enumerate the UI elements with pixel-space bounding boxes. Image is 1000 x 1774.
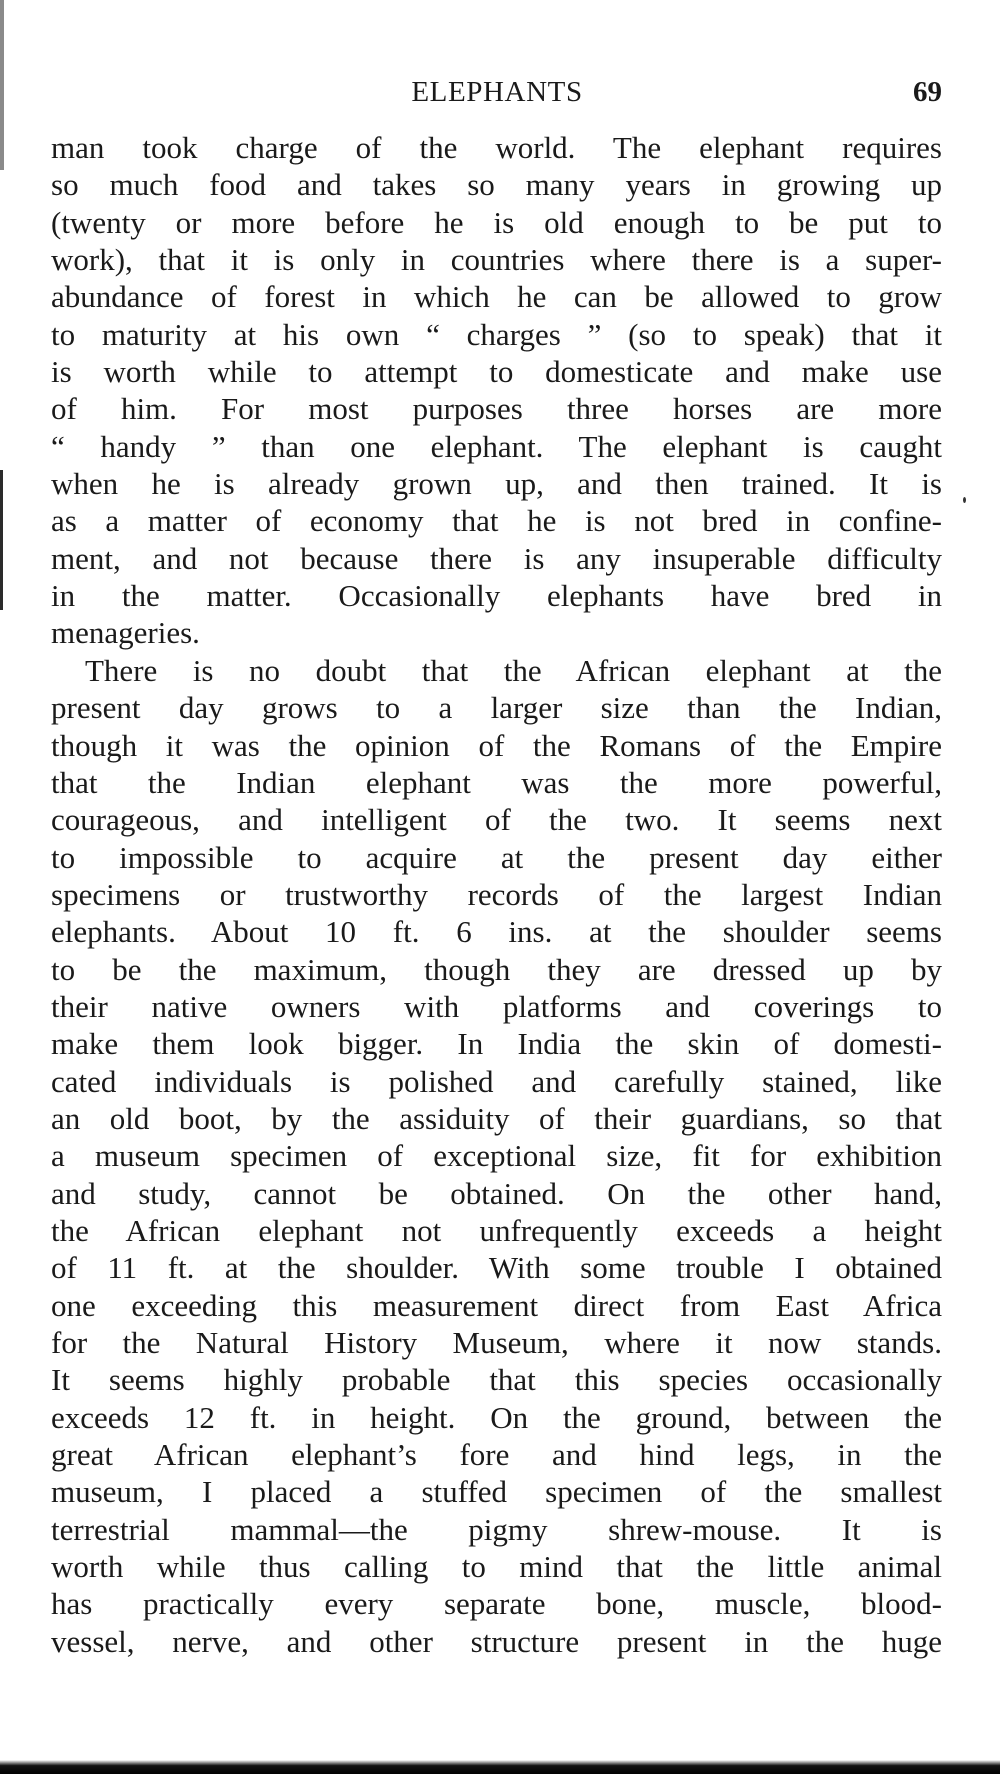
text-line: great African elephant’s fore and hind legs, in the [51,1437,942,1473]
text-line: of him. For most purposes three horses are more [51,391,942,427]
text-line: museum, I placed a stuffed specimen of the smallest [51,1474,942,1510]
running-head: ELEPHANTS [411,76,583,108]
text-line: courageous, and intelligent of the two. It seems next [51,802,942,838]
text-line: specimens or trustworthy records of the largest Indian [51,876,942,912]
text-line-paragraph-start: There is no doubt that the African elephant at the [85,652,942,688]
text-line: work), that it is only in countries where there is a super- [51,242,942,278]
text-line: their native owners with platforms and coverings to [51,988,942,1024]
text-line: one exceeding this measurement direct from East Africa [51,1287,942,1323]
text-line: make them look bigger. In India the skin of domesti- [51,1026,942,1062]
text-line: It seems highly probable that this species occasionally [51,1362,942,1398]
text-line: man took charge of the world. The elephant requires [51,130,942,165]
text-line: though it was the opinion of the Romans of the Empire [51,727,942,763]
text-line: to maturity at his own “ charges ” (so to speak) that it [51,316,942,352]
ink-speck [963,497,966,503]
text-line: exceeds 12 ft. in height. On the ground, between the [51,1399,942,1435]
text-line: the African elephant not unfrequently exceeds a height [51,1212,942,1248]
text-line: in the matter. Occasionally elephants have bred in [51,578,942,614]
body-text [51,129,942,1660]
scan-edge-mark-middle [0,470,3,610]
text-line: as a matter of economy that he is not bred in confine- [51,503,942,539]
scan-bottom-edge [0,1760,1000,1774]
page-header [52,76,942,116]
text-line: and study, cannot be obtained. On the other hand, [51,1175,942,1211]
text-line: to be the maximum, though they are dressed up by [51,951,942,987]
text-line: abundance of forest in which he can be allowed to grow [51,279,942,315]
text-line: so much food and takes so many years in growing up [51,167,942,203]
text-line: to impossible to acquire at the present day either [51,839,942,875]
text-line: an old boot, by the assiduity of their guardians, so that [51,1100,942,1136]
text-line: has practically every separate bone, muscle, blood- [51,1586,942,1622]
text-line: when he is already grown up, and then trained. It is [51,466,942,502]
text-line: worth while thus calling to mind that the little animal [51,1549,942,1585]
scan-edge-mark-top [0,0,4,170]
text-line: that the Indian elephant was the more powerful, [51,764,942,800]
text-line: elephants. About 10 ft. 6 ins. at the shoulder seems [51,914,942,950]
text-line: terrestrial mammal—the pigmy shrew-mouse. It is [51,1511,942,1547]
text-line: for the Natural History Museum, where it now stands. [51,1325,942,1360]
text-line: is worth while to attempt to domesticate and make use [51,354,942,390]
text-line: vessel, nerve, and other structure present in the huge [51,1623,942,1659]
text-line: “ handy ” than one elephant. The elephant is caught [51,428,942,464]
text-line: ment, and not because there is any insuperable difficulty [51,540,942,576]
text-line: a museum specimen of exceptional size, fit for exhibition [51,1138,942,1174]
text-line-paragraph-end: menageries. [51,615,200,651]
text-line: present day grows to a larger size than the Indian, [51,690,942,726]
text-line: of 11 ft. at the shoulder. With some trouble I obtained [51,1250,942,1286]
page-number: 69 [913,76,942,108]
text-line: cated individuals is polished and carefully stained, like [51,1063,942,1099]
text-line: (twenty or more before he is old enough to be put to [51,204,942,240]
